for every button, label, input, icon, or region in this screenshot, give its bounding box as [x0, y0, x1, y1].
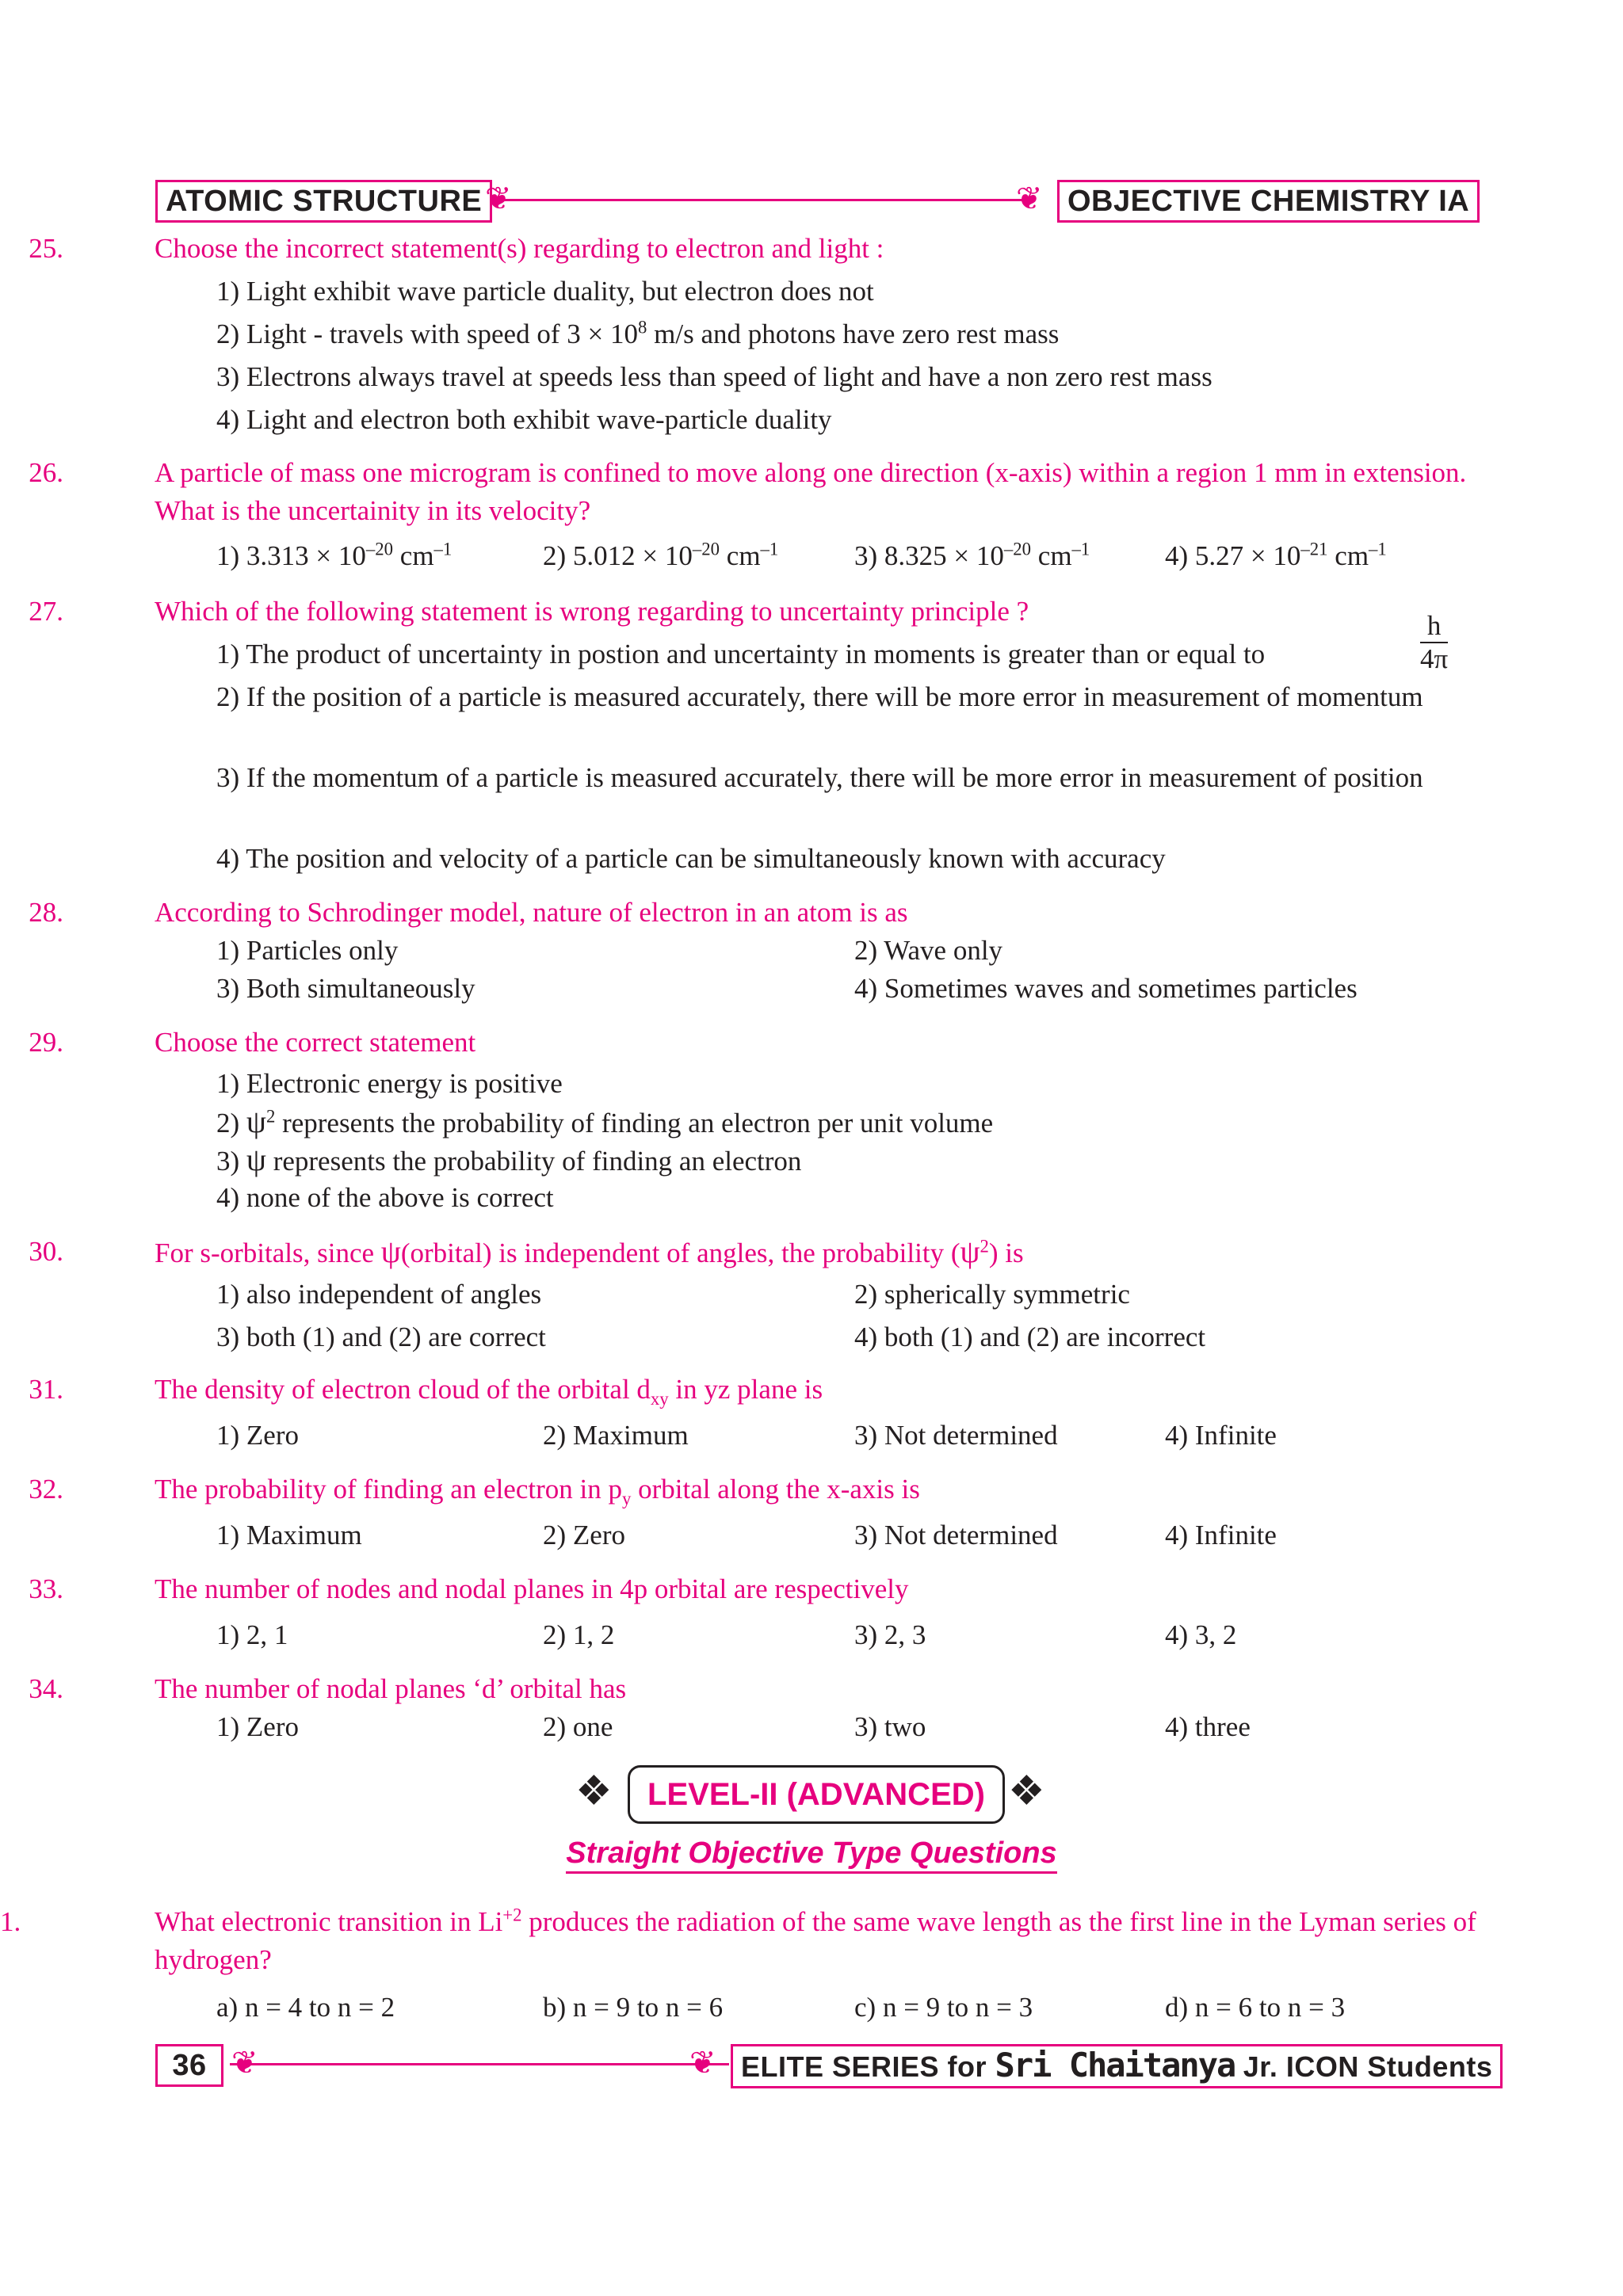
question-text: Choose the correct statement	[155, 1027, 476, 1058]
question-number: 28.	[29, 897, 63, 928]
question-text: For s-orbitals, since ψ(orbital) is independent of angles, the probability $(\psi^2)$ is	[155, 1234, 1024, 1269]
option-a1-c: c) n = 9 to n = 3	[854, 1992, 1033, 2023]
question-number: 25.	[29, 233, 63, 264]
option-26-4: 4) $5.27 \times 10^{-21}$ $cm^{-1}$	[1165, 539, 1387, 571]
option-29-4: 4) none of the above is correct	[216, 1182, 554, 1213]
question-number: 30.	[29, 1236, 63, 1267]
advanced-question-1	[0, 1903, 1478, 1979]
question-text: According to Schrodinger model, nature of electron in an atom is as	[155, 897, 908, 928]
question-33	[29, 1570, 1478, 1608]
question-number: 33.	[29, 1573, 63, 1604]
option-34-3: 3) two	[854, 1711, 926, 1742]
option-26-1: 1) $3.313 \times 10^{-20}$ $cm^{-1}$	[216, 539, 453, 571]
option-a1-d: d) n = 6 to n = 3	[1165, 1992, 1346, 2023]
question-text: A particle of mass one microgram is confined to move along one direction (x-axis) within a region 1 mm in extension. What is the uncertainity in its velocity?	[155, 457, 1467, 526]
level-ornament-left-icon: ❖	[575, 1769, 613, 1814]
question-number: 31.	[29, 1374, 63, 1405]
option-28-2: 2) Wave only	[854, 935, 1003, 966]
option-29-1: 1) Electronic energy is positive	[216, 1068, 563, 1099]
option-27-4: 4) The position and velocity of a particle can be simultaneously known with accuracy	[216, 843, 1166, 874]
footer-ornament-left-icon: ❦	[231, 2045, 258, 2081]
option-32-3: 3) Not determined	[854, 1520, 1058, 1550]
question-number: 29.	[29, 1027, 63, 1058]
section-subtitle: Straight Objective Type Questions	[0, 1836, 1623, 1871]
footer-series-title: ELITE SERIES for Sri Chaitanya Jr. ICON Students	[731, 2044, 1503, 2088]
option-27-3: 3) If the momentum of a particle is measured accurately, there will be more error in measurement of position	[216, 762, 1423, 793]
question-text: What electronic transition in $Li^{+2}$ produces the radiation of the same wave length as the first line in the Lyman series of hydrogen?	[155, 1905, 1476, 1975]
header-right-title: OBJECTIVE CHEMISTRY IA	[1057, 180, 1480, 223]
question-number: 32.	[29, 1474, 63, 1505]
question-31	[29, 1371, 1478, 1409]
psi-symbol: ψ	[246, 1142, 266, 1177]
option-27-1-fraction: $\frac{h}{4\pi}$	[1420, 610, 1449, 674]
footer-brand: Sri Chaitanya	[995, 2046, 1235, 2084]
question-number: 1.	[0, 1906, 21, 1937]
option-28-4: 4) Sometimes waves and sometimes particles	[854, 973, 1358, 1004]
option-29-3: 3) ψ represents the probability of finding an electron	[216, 1142, 802, 1177]
option-31-2: 2) Maximum	[543, 1420, 689, 1451]
option-33-1: 1) 2, 1	[216, 1619, 288, 1650]
question-30	[29, 1233, 1478, 1272]
option-25-2: 2) Light - travels with speed of $3 \times 10^8$ m/s and photons have zero rest mass	[216, 317, 1060, 349]
option-a1-a: a) n = 4 to n = 2	[216, 1992, 395, 2023]
psi-symbol: ψ	[246, 1104, 266, 1139]
footer-ornament-right-icon: ❦	[689, 2045, 716, 2081]
option-33-2: 2) 1, 2	[543, 1619, 615, 1650]
option-29-2: 2) $\psi^2$ represents the probability of finding an electron per unit volume	[216, 1104, 994, 1139]
option-a1-b: b) n = 9 to n = 6	[543, 1992, 724, 2023]
level-title: LEVEL-II (ADVANCED)	[628, 1765, 1005, 1824]
question-number: 27.	[29, 596, 63, 627]
option-32-2: 2) Zero	[543, 1520, 625, 1550]
option-28-3: 3) Both simultaneously	[216, 973, 475, 1004]
option-33-4: 4) 3, 2	[1165, 1619, 1237, 1650]
question-28	[29, 894, 1478, 932]
option-30-1: 1) also independent of angles	[216, 1279, 542, 1310]
option-26-2: 2) $5.012 \times 10^{-20}$ $cm^{-1}$	[543, 539, 779, 571]
question-34	[29, 1670, 1478, 1708]
question-text: The density of electron cloud of the orbital $d_{xy}$ in yz plane is	[155, 1374, 823, 1409]
option-32-4: 4) Infinite	[1165, 1520, 1277, 1550]
option-28-1: 1) Particles only	[216, 935, 399, 966]
question-32	[29, 1470, 1478, 1508]
header-ornament-right-icon: ❦	[1016, 181, 1043, 216]
footer-page-number: 36	[155, 2044, 223, 2087]
option-32-1: 1) Maximum	[216, 1520, 362, 1550]
question-number: 26.	[29, 457, 63, 488]
question-26	[29, 454, 1478, 530]
option-30-3: 3) both (1) and (2) are correct	[216, 1322, 546, 1352]
question-text: Which of the following statement is wrong regarding to uncertainty principle ?	[155, 596, 1029, 627]
level-ornament-right-icon: ❖	[1008, 1769, 1045, 1814]
header-left-title: ATOMIC STRUCTURE	[155, 180, 492, 223]
option-25-3: 3) Electrons always travel at speeds less than speed of light and have a non zero rest mass	[216, 361, 1212, 392]
option-25-4: 4) Light and electron both exhibit wave-particle duality	[216, 404, 832, 435]
option-34-1: 1) Zero	[216, 1711, 299, 1742]
option-26-3: 3) $8.325 \times 10^{-20}$ $cm^{-1}$	[854, 539, 1090, 571]
question-text: Choose the incorrect statement(s) regarding to electron and light :	[155, 233, 884, 264]
question-29	[29, 1024, 1478, 1062]
header-ornament-left-icon: ❦	[485, 181, 512, 216]
footer-rule	[230, 2063, 729, 2065]
question-25	[29, 230, 1478, 268]
header-rule	[483, 199, 1022, 201]
option-25-1: 1) Light exhibit wave particle duality, but electron does not	[216, 276, 874, 307]
question-number: 34.	[29, 1673, 63, 1704]
option-31-4: 4) Infinite	[1165, 1420, 1277, 1451]
option-34-2: 2) one	[543, 1711, 613, 1742]
option-33-3: 3) 2, 3	[854, 1619, 926, 1650]
option-34-4: 4) three	[1165, 1711, 1251, 1742]
question-text: The number of nodal planes ‘d’ orbital has	[155, 1673, 627, 1704]
option-27-1: 1) The product of uncertainty in postion and uncertainty in moments is greater than or equal to	[216, 639, 1266, 669]
option-30-2: 2) spherically symmetric	[854, 1279, 1130, 1310]
option-27-2: 2) If the position of a particle is measured accurately, there will be more error in measurement of momentum	[216, 681, 1423, 712]
question-text: The number of nodes and nodal planes in 4p orbital are respectively	[155, 1573, 909, 1604]
question-text: The probability of finding an electron in $p_y$ orbital along the x-axis is	[155, 1474, 920, 1508]
option-31-3: 3) Not determined	[854, 1420, 1058, 1451]
option-30-4: 4) both (1) and (2) are incorrect	[854, 1322, 1206, 1352]
question-27	[29, 593, 1478, 631]
option-31-1: 1) Zero	[216, 1420, 299, 1451]
